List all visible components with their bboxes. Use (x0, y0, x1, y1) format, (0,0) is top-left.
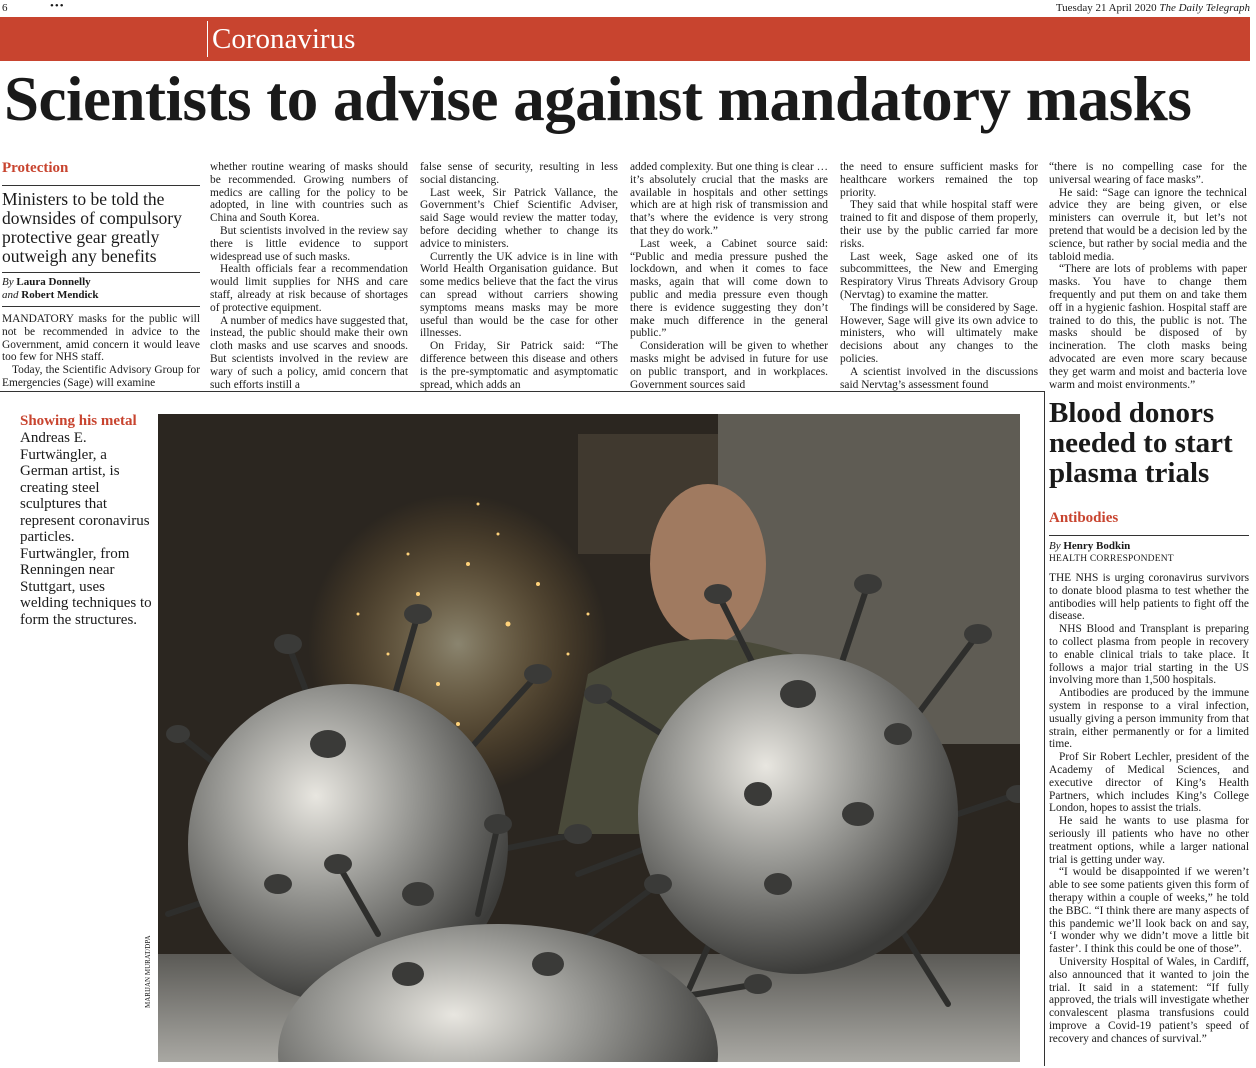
paragraph: “There are lots of problems with paper masks. You have to change them frequently and put them on and take them off in a hygienic fashion. Hospital staff are trained to do this, the public is not. The masks should be disposed of by incineration. The cloth masks being advocated are even more scary because they get warm and moist and bacteria love warm and moist environments.” (1049, 263, 1247, 391)
paragraph: the need to ensure sufficient masks for healthcare workers remained the top priority. (840, 161, 1038, 199)
paragraph: Last week, a Cabinet source said: “Public and media pressure pushed the lockdown, and when it comes to face masks, again that will come down to public and media pressure even though there is evidence suggesting they don’t make much difference in the general public.” (630, 237, 828, 340)
paragraph: Prof Sir Robert Lechler, president of the Academy of Medical Sciences, and executive director of King’s Health Partners, which includes King’s College London, hopes to assist the trials. (1049, 751, 1249, 815)
paragraph: Antibodies are produced by the immune system in response to a viral infection, usually giving a person immunity from that strain, either permanently or for a limited time. (1049, 687, 1249, 751)
side-headline: Blood donors needed to start plasma trials (1049, 397, 1233, 489)
article-column-1 (2, 313, 200, 390)
paragraph: A number of medics have suggested that, instead, the public should make their own cloth masks and use scarves and snoods. But scientists involved in the review are wary of such a policy, amid concern that such efforts instill a (210, 314, 408, 391)
byline-author: Robert Mendick (21, 289, 99, 301)
page-header (0, 0, 1256, 16)
paragraph: The findings will be considered by Sage. However, Sage will give its own advice to ministers, who will ultimately make decisions about any changes to the policies. (840, 301, 1038, 365)
paragraph: “I would be disappointed if we weren’t able to see some patients given this form of therapy within a couple of weeks,” he told the BBC. “I think there are many aspects of this pandemic we’ll look back on and say, ‘I wonder why we didn’t move a little bit faster’. I think this could be one of those”. (1049, 866, 1249, 956)
paragraph: They said that while hospital staff were trained to fit and dispose of them properly, their use by the public carried far more risks. (840, 199, 1038, 250)
article-column-2 (210, 161, 408, 391)
standfirst: Ministers to be told the downsides of compulsory protective gear greatly outweigh any benefits (2, 189, 182, 266)
paragraph: Today, the Scientific Advisory Group for Emergencies (Sage) will examine (2, 364, 200, 389)
byline-role: HEALTH CORRESPONDENT (1049, 554, 1174, 564)
paragraph: Consideration will be given to whether masks might be advised in future for use on public transport, and in workplaces. Government sources said (630, 340, 828, 391)
paragraph: NHS Blood and Transplant is preparing to collect plasma from people in recovery to enable clinical trials to take place. It follows a major trial starting in the US involving more than 1,500 hospitals. (1049, 623, 1249, 687)
story-kicker: Protection (2, 160, 69, 176)
headline: Scientists to advise against mandatory masks (4, 64, 1192, 134)
caption-kicker: Showing his metal (20, 413, 137, 429)
paragraph: But scientists involved in the review say there is little evidence to support widespread use of such masks. (210, 224, 408, 263)
paragraph: added complexity. But one thing is clear … it’s absolutely crucial that the masks are available in hospitals and other settings which are at high risk of transmission and that’s where the evidence is very strong that they do work.” (630, 161, 828, 237)
paragraph: University Hospital of Wales, in Cardiff, also announced that it wanted to join the trial. It said in a statement: “If fully approved, the trials will investigate whether convalescent plasma transfusions could improve a Covid-19 patient’s speed of recovery and chances of survival.” (1049, 955, 1249, 1045)
article-column-5 (840, 161, 1038, 391)
paragraph: Last week, Sir Patrick Vallance, the Government’s Chief Scientific Adviser, said Sage would review the matter today, before deciding whether to change its advice to ministers. (420, 186, 618, 250)
page-dots: ••• (50, 0, 65, 12)
paragraph: A scientist involved in the discussions said Nervtag’s assessment found (840, 365, 1038, 391)
paragraph: MANDATORY masks for the public will not be recommended in advice to the Government, amid concern it would leave too few for NHS staff. (2, 313, 200, 364)
divider (2, 306, 200, 307)
paragraph: Health officials fear a recommendation would limit supplies for NHS and care staff, already at risk because of shortages of protective equipment. (210, 263, 408, 314)
byline-and: and (2, 289, 19, 301)
paragraph: He said he wants to use plasma for seriously ill patients who have no other treatment options, while a larger national trial is getting under way. (1049, 815, 1249, 866)
byline-by: By (1049, 540, 1061, 552)
article-column-4 (630, 161, 828, 391)
column-divider (1044, 391, 1045, 1066)
side-byline (1049, 540, 1249, 566)
side-story (1049, 398, 1249, 1045)
paragraph: false sense of security, resulting in less social distancing. (420, 161, 618, 186)
paragraph: Currently the UK advice is in line with World Health Organisation guidance. But some medics believe that the fact the virus can spread without carriers showing symptoms means masks may be more useful than would be the case for other illnesses. (420, 250, 618, 340)
divider (2, 185, 200, 186)
date-text: Tuesday 21 April 2020 (1055, 2, 1157, 14)
article-column-6 (1049, 161, 1247, 391)
paragraph: On Friday, Sir Patrick said: “The difference between this disease and others is the pre-symptomatic and asymptomatic spread, which adds an (420, 340, 618, 391)
section-label: Coronavirus (207, 21, 355, 57)
paragraph: “there is no compelling case for the universal wearing of face masks”. (1049, 161, 1247, 186)
photo-caption (20, 413, 152, 628)
divider (1049, 535, 1249, 536)
story-divider (0, 391, 1044, 392)
side-kicker: Antibodies (1049, 510, 1119, 526)
welder-head (650, 484, 766, 644)
paragraph: THE NHS is urging coronavirus survivors to donate blood plasma to test whether the antibodies will help patients to fight off the disease. (1049, 572, 1249, 623)
page-number: 6 (2, 2, 8, 14)
side-story-body (1049, 572, 1249, 1045)
main-story-intro (2, 160, 200, 390)
byline (2, 276, 200, 302)
page-date (1056, 2, 1250, 14)
byline-author: Laura Donnelly (16, 276, 91, 288)
paragraph: whether routine wearing of masks should be recommended. Growing numbers of medics are calling for the policy to be adopted, in line with countries such as China and South Korea. (210, 161, 408, 225)
byline-by: By (2, 276, 14, 288)
photo-credit: MARIJAN MURAT/DPA (144, 935, 152, 1008)
caption-text: Andreas E. Furtwängler, a German artist, is creating steel sculptures that represent coronavirus particles. Furtwängler, from Renningen near Stuttgart, uses welding techniques to form the structures. (20, 430, 152, 628)
divider (2, 272, 200, 273)
byline-author: Henry Bodkin (1063, 540, 1131, 552)
paragraph: Last week, Sage asked one of its subcommittees, the New and Emerging Respiratory Virus Threats Advisory Group (Nervtag) to examine the matter. (840, 250, 1038, 301)
photo-illustration (158, 414, 1020, 1062)
article-column-3 (420, 161, 618, 391)
paragraph: He said: “Sage can ignore the technical advice they are being given, or else ministers can overrule it, but let’s not pretend that would be a decision led by the science, but rather by social media and the tabloid media. (1049, 186, 1247, 263)
virus-sculpture-photo (158, 414, 1020, 1062)
paper-name: The Daily Telegraph (1159, 2, 1250, 14)
section-banner (0, 17, 1250, 61)
